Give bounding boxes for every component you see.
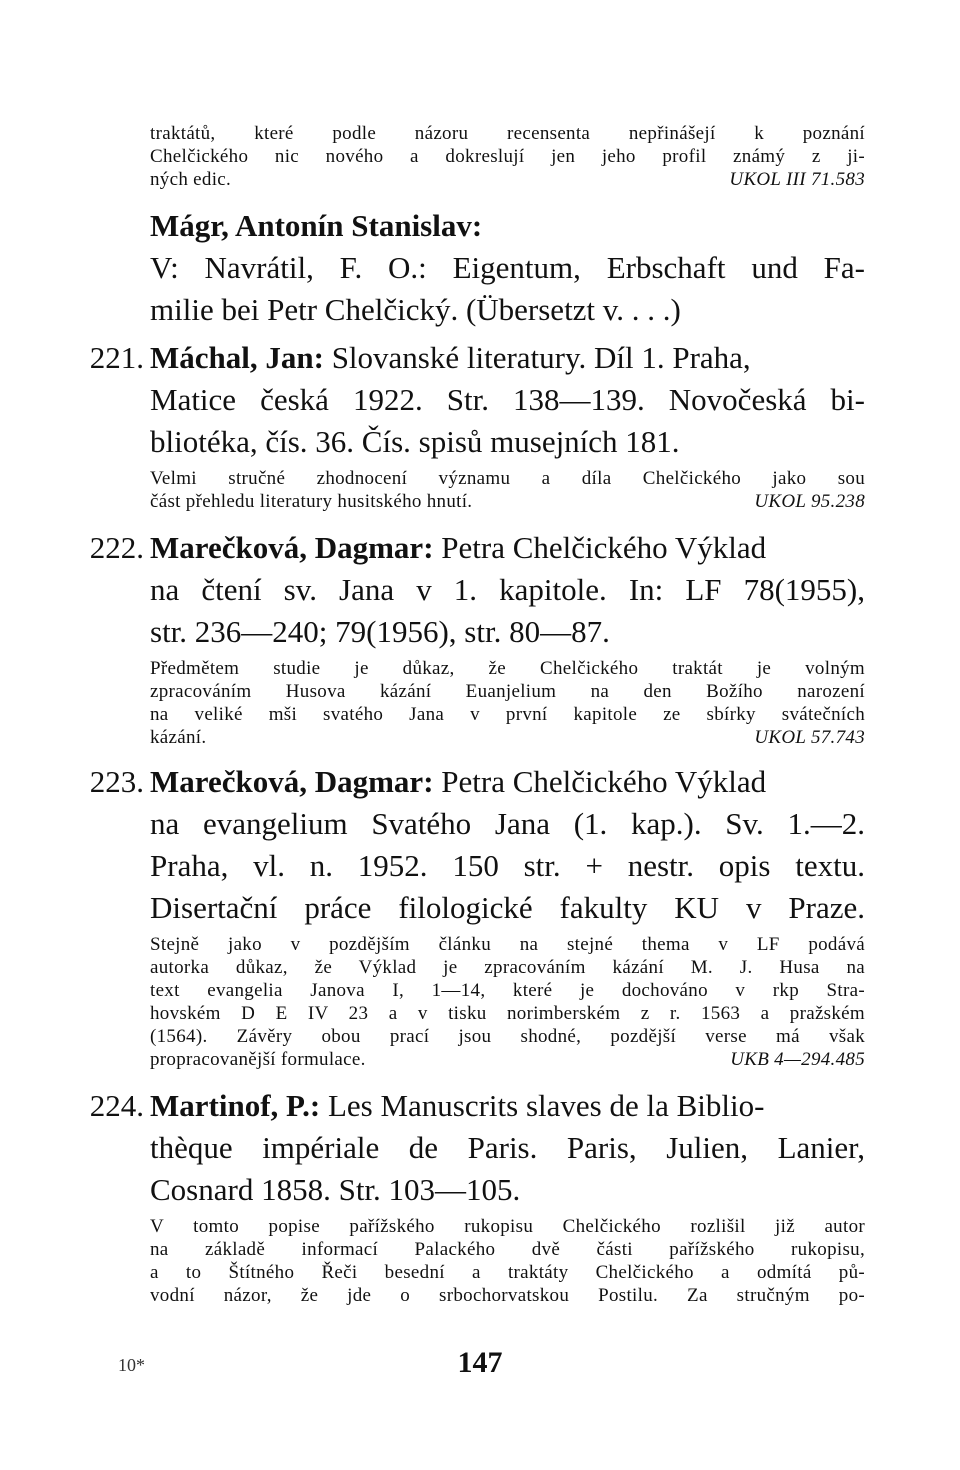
page-number: 147 [457,1346,503,1379]
entry-line: str. 236—240; 79(1956), str. 80—87. [150,614,610,649]
cross-reference-entry [150,205,865,331]
entry-line: na evangelium Svatého Jana (1. kap.). Sv. 1.—2. [150,806,865,841]
entry-first-line: Martinof, P.: Les Manuscrits slaves de la Biblio- [150,1088,765,1123]
annotation-line: V tomto popise pařížského rukopisu Chelčického rozlišil již autor [150,1216,865,1237]
entry-author: Marečková, Dagmar: [150,764,434,799]
entry-number: 221. [89,340,144,375]
annotation-line: autorka důkaz, že Výklad je zpracováním kázání M. J. Husa na [150,957,865,978]
entry-annotation [150,1215,865,1307]
annotation-line: Předmětem studie je důkaz, že Chelčického traktát je volným [150,658,865,679]
entry-line: Matice česká 1922. Str. 138—139. Novočeská bi- [150,382,865,417]
intro-line: traktátů, které podle názoru recensenta nepřinášejí k poznání [150,123,865,144]
entry-line: bliotéka, čís. 36. Čís. spisů musejních 181. [150,424,680,459]
intro-note [150,122,865,191]
author-heading: Mágr, Antonín Stanislav: [150,208,483,243]
page-body [89,122,865,1307]
entry-author: Marečková, Dagmar: [150,530,434,565]
catalog-reference: UKOL 57.743 [754,727,865,748]
entry-author: Máchal, Jan: [150,340,324,375]
entry-number: 223. [89,764,144,799]
entry-author: Martinof, P.: [150,1088,321,1123]
entry-first-line: Máchal, Jan: Slovanské literatury. Díl 1. Praha, [150,340,751,375]
annotation-line: na veliké mši svatého Jana v první kapitole ze sbírky svátečních [150,704,865,725]
annotation-line: (1564). Závěry obou prací jsou shodné, pozdější verse má však [150,1026,865,1047]
bibliography-entry-222 [89,527,865,749]
entry-first-line: Marečková, Dagmar: Petra Chelčického Výklad [150,764,767,799]
entry-annotation [150,467,865,513]
entry-line: na čtení sv. Jana v 1. kapitole. In: LF 78(1955), [150,572,865,607]
annotation-line: kázání. [150,727,207,748]
annotation-line: hovském D E IV 23 a v tisku norimberském z r. 1563 a pražském [150,1003,865,1024]
annotation-line: text evangelia Janova I, 1—14, které je dochováno v rkp Stra- [150,980,865,1001]
catalog-reference: UKB 4—294.485 [730,1049,865,1070]
annotation-last-row [150,490,865,513]
entry-annotation [150,933,865,1071]
bibliography-entry-223 [89,761,865,1071]
intro-line: ných edic. [150,169,232,190]
annotation-line: vodní názor, že jde o srbochorvatskou Postilu. Za stručným po- [150,1285,865,1306]
annotation-line: zpracováním Husova kázání Euanjelium na den Božího narození [150,681,865,702]
intro-last-row [150,168,865,191]
entry-line: thèque impériale de Paris. Paris, Julien, Lanier, [150,1130,865,1165]
annotation-line: Stejně jako v pozdějším článku na stejné thema v LF podává [150,934,865,955]
entry-annotation [150,657,865,749]
entry-line: Cosnard 1858. Str. 103—105. [150,1172,521,1207]
catalog-reference: UKOL III 71.583 [729,169,865,190]
entry-line: V: Navrátil, F. O.: Eigentum, Erbschaft und Fa- [150,250,865,285]
annotation-last-row [150,1048,865,1071]
entry-line: Disertační práce filologické fakulty KU v Praze. [150,890,865,925]
entry-first-line: Marečková, Dagmar: Petra Chelčického Výklad [150,530,767,565]
annotation-line: Velmi stručné zhodnocení významu a díla Chelčického jako sou [150,468,865,489]
entry-number: 222. [89,530,144,565]
printer-signature: 10* [118,1355,145,1375]
intro-line: Chelčického nic nového a dokreslují jen jeho profil známý z ji- [150,146,865,167]
annotation-line: a to Štítného Řeči besední a traktáty Chelčického a odmítá pů- [150,1262,865,1283]
bibliography-entry-224 [89,1085,865,1307]
entry-number: 224. [89,1088,144,1123]
entry-line: Praha, vl. n. 1952. 150 str. + nestr. opis textu. [150,848,865,883]
annotation-line: propracovanější formulace. [150,1049,366,1070]
catalog-reference: UKOL 95.238 [754,491,865,512]
bibliography-entry-221 [89,337,865,513]
annotation-line: část přehledu literatury husitského hnutí. [150,491,473,512]
annotation-line: na základě informací Palackého dvě části pařížského rukopisu, [150,1239,865,1260]
annotation-last-row [150,726,865,749]
entry-line: milie bei Petr Chelčický. (Übersetzt v. . . .) [150,292,681,327]
